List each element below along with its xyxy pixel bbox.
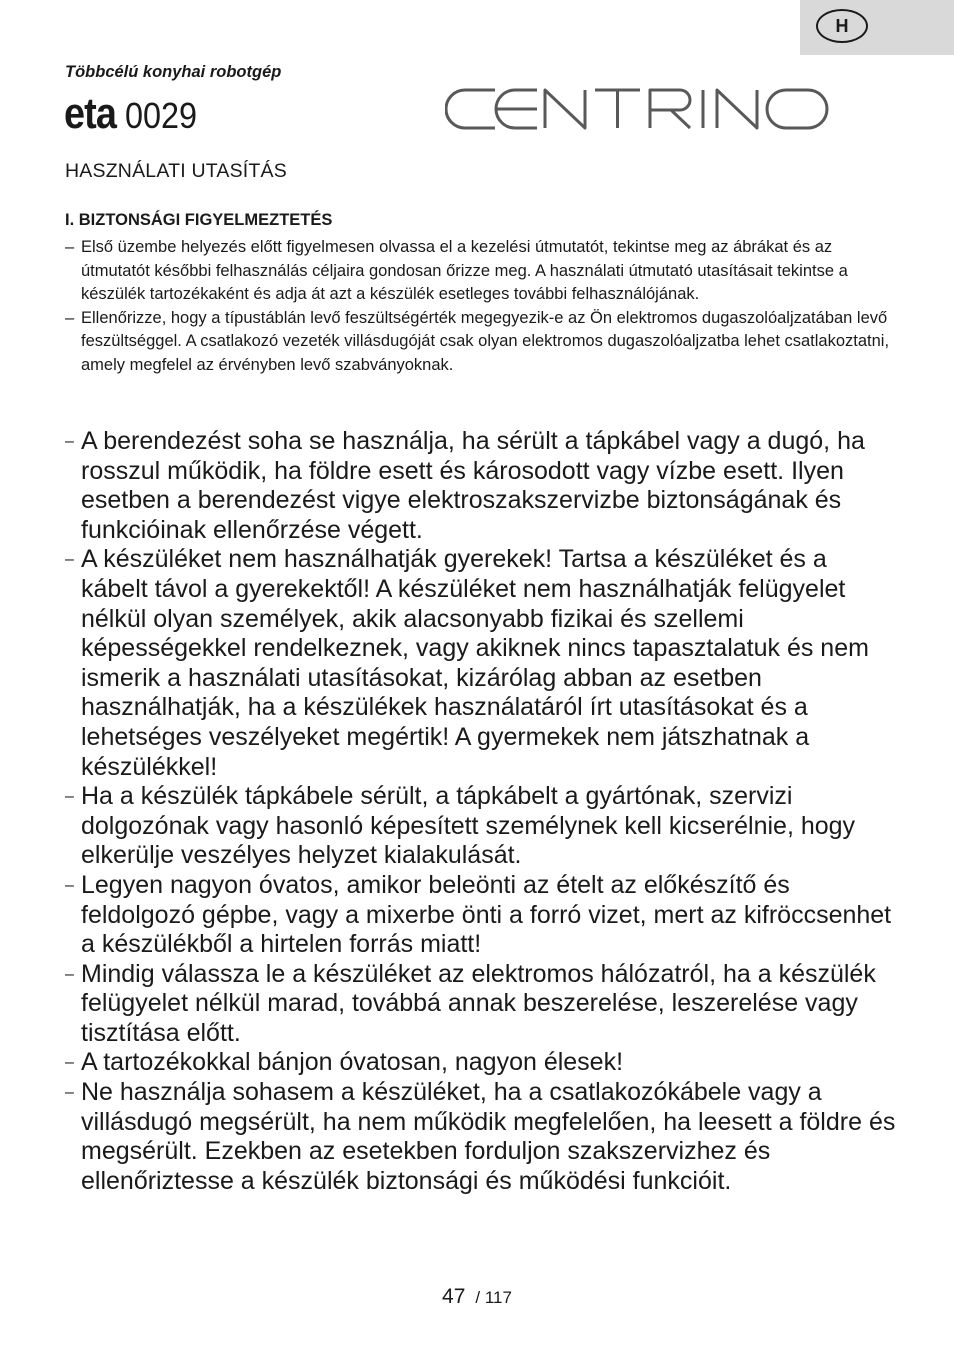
centrino-logo — [445, 88, 829, 130]
list-item-text: Ellenőrizze, hogy a típustáblán levő feszültségérték megegyezik-e az Ön elektromos dugaszolóaljzatában levő feszültséggel. A csatlakozó vezeték villásdugóját csak olyan elektromos dugaszolóaljzatba lehet csatlakoztatni, amely megfelel az érvényben levő szabványoknak. — [81, 308, 890, 374]
list-dash: – — [65, 965, 74, 983]
section-heading: I. BIZTONSÁGI FIGYELMEZTETÉS — [65, 211, 333, 229]
list-item — [65, 545, 900, 782]
list-item-text: A tartozékokkal bánjon óvatosan, nagyon élesek! — [81, 1048, 624, 1077]
list-item-text: Mindig válassza le a készüléket az elektromos hálózatról, ha a készülék felügyelet nélkül marad, továbbá annak beszerelése, leszerelése vagy tisztítása előtt. — [81, 959, 876, 1047]
list-item-text: Ne használja sohasem a készüléket, ha a csatlakozókábele vagy a villásdugó megsérült, ha nem működik megfelelően, ha leesett a földre és megsérült. Ezekben az esetekben forduljon szakszervizhez és ellenőriztesse a készülék biztonsági és működési funkcióit. — [81, 1078, 896, 1195]
list-item — [65, 307, 895, 378]
document-title: HASZNÁLATI UTASÍTÁS — [65, 160, 287, 182]
language-tab — [800, 0, 954, 55]
safety-list-small — [65, 236, 895, 377]
brand-name: eta — [64, 89, 117, 138]
list-item-text: Ha a készülék tápkábele sérült, a tápkábelt a gyártónak, szervizi dolgozónak vagy hasonló képesített személynek kell kicserélnie, hogy elkerülje veszélyes helyzet kialakulását. — [81, 782, 856, 870]
list-item — [65, 960, 900, 1049]
list-dash: – — [65, 1054, 74, 1072]
page-current: 47 — [442, 1285, 466, 1308]
list-item — [65, 1078, 900, 1196]
list-dash: – — [65, 238, 75, 256]
page-number — [0, 1285, 954, 1309]
list-item — [65, 1048, 900, 1078]
list-item — [65, 427, 900, 545]
list-item — [65, 871, 900, 960]
list-item-text: Legyen nagyon óvatos, amikor beleönti az ételt az előkészítő és feldolgozó gépbe, vagy a mixerbe önti a forró vizet, mert az kifröccsenhet a készülékből a hirtelen forrás miatt! — [81, 870, 892, 959]
list-item-text: Első üzembe helyezés előtt figyelmesen olvassa el a kezelési útmutatót, tekintse meg az ábrákat és az útmutatót későbbi felhasználás céljaira gondosan őrizze meg. A használati útmutató utasításait tekintse a készülék tartozékaként és adja át azt a készülék esetleges további felhasználójának. — [81, 238, 848, 303]
safety-list-large — [65, 427, 900, 1196]
list-dash: – — [65, 551, 74, 569]
list-dash: – — [65, 876, 74, 894]
language-badge: H — [816, 9, 868, 43]
page-total: / 117 — [475, 1288, 512, 1307]
product-model — [64, 90, 205, 148]
list-item-text: A készüléket nem használhatják gyerekek! Tartsa a készüléket és a kábelt távol a gyerekektől! A készüléket nem használhatják felügyelet nélkül olyan személyek, akik alacsonyabb fizikai és szellemi képességekkel rendelkeznek, vagy akiknek nincs tapasztalatuk és nem ismerik a használati utasításokat, kizárólag abban az esetben használhatják, ha a készülékek használatáról írt utasításokat és a lehetséges veszélyeket megértik! A gyermekek nem játszhatnak a készülékkel! — [81, 545, 869, 781]
product-subtitle: Többcélú konyhai robotgép — [65, 63, 282, 81]
list-dash: – — [65, 433, 74, 450]
list-dash: – — [65, 308, 75, 327]
list-dash: – — [65, 788, 74, 806]
model-number: 0029 — [125, 95, 198, 136]
list-dash: – — [65, 1084, 74, 1102]
list-item-text: A berendezést soha se használja, ha sérült a tápkábel vagy a dugó, ha rosszul működik, ha földre esett és károsodott vagy vízbe esett. Ilyen esetben a berendezést vigye elektroszakszervizbe biztonságának és funkcióinak ellenőrzése végett. — [81, 427, 865, 544]
list-item — [65, 782, 900, 871]
list-item — [65, 236, 895, 307]
